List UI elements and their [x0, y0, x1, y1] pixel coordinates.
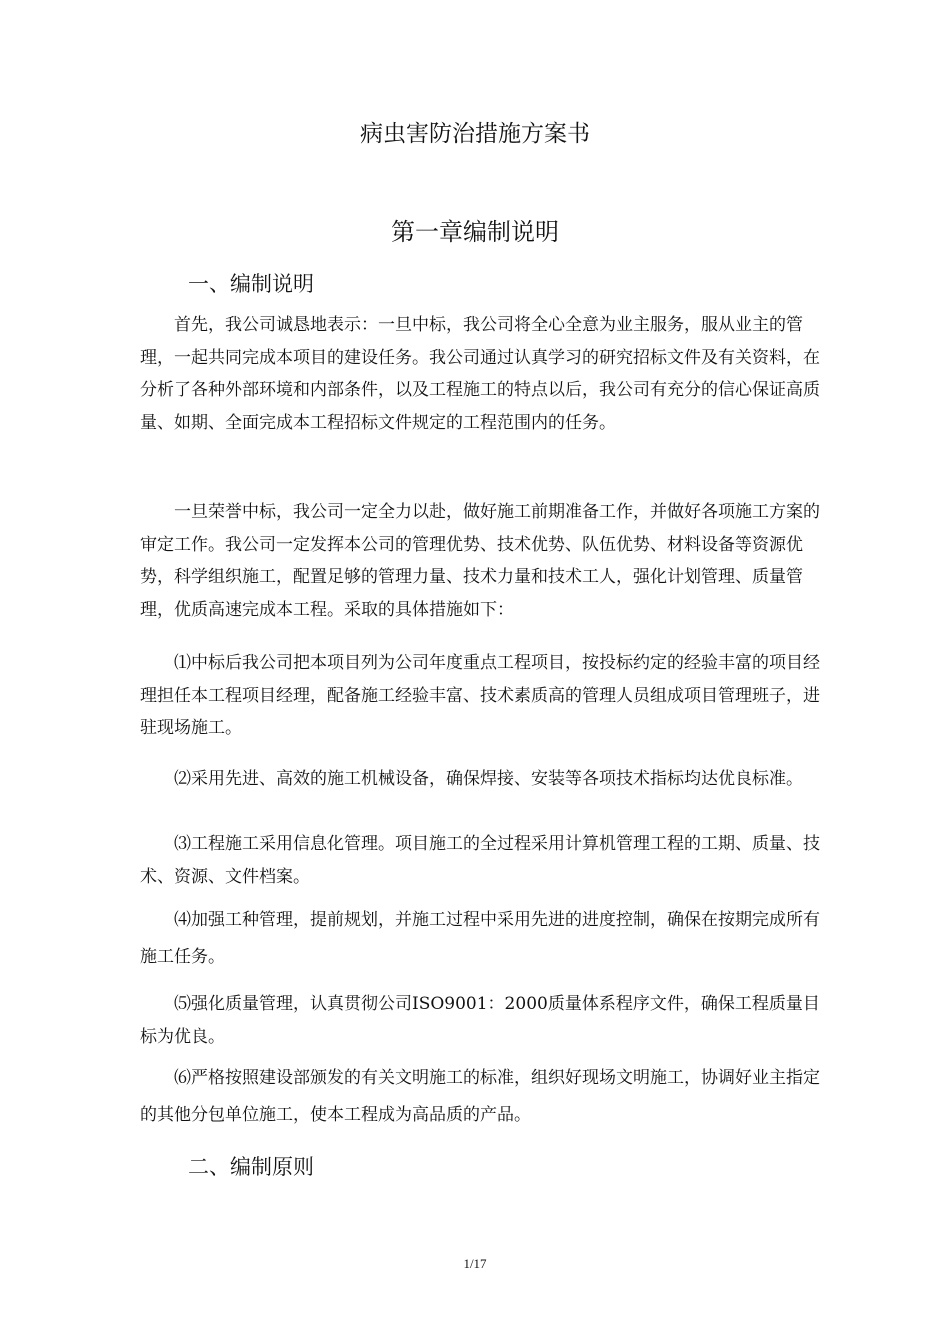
chapter-title: 第一章编制说明: [391, 218, 559, 246]
section-heading-compilation-notes: 一、编制说明: [188, 272, 314, 296]
list-item-4: ⑷加强工种管理，提前规划，并施工过程中采用先进的进度控制，确保在按期完成所有施工任务。: [140, 910, 820, 967]
list-item-2: ⑵采用先进、高效的施工机械设备，确保焊接、安装等各项技术指标均达优良标准。: [174, 769, 803, 789]
document-title: 病虫害防治措施方案书: [360, 121, 590, 147]
paragraph-preparation: 一旦荣誉中标，我公司一定全力以赴，做好施工前期准备工作，并做好各项施工方案的审定工作。我公司一定发挥本公司的管理优势、技术优势、队伍优势、材料设备等资源优势，科学组织施工，配置足够的管理力量、技术力量和技术工人，强化计划管理、质量管理，优质高速完成本工程。采取的具体措施如下：: [140, 502, 820, 620]
list-item-1: ⑴中标后我公司把本项目列为公司年度重点工程项目，按投标约定的经验丰富的项目经理担任本工程项目经理，配备施工经验丰富、技术素质高的管理人员组成项目管理班子，进驻现场施工。: [140, 653, 820, 738]
section-heading-compilation-principles: 二、编制原则: [188, 1155, 314, 1179]
list-item-6: ⑹严格按照建设部颁发的有关文明施工的标准，组织好现场文明施工，协调好业主指定的其他分包单位施工，使本工程成为高品质的产品。: [140, 1068, 820, 1125]
page-number: 1/17: [463, 1256, 487, 1271]
list-item-5: ⑸强化质量管理，认真贯彻公司ISO9001：2000质量体系程序文件，确保工程质量目标为优良。: [140, 994, 820, 1047]
paragraph-commitment: 首先，我公司诚恳地表示：一旦中标，我公司将全心全意为业主服务，服从业主的管理，一起共同完成本项目的建设任务。我公司通过认真学习的研究招标文件及有关资料，在分析了各种外部环境和内部条件，以及工程施工的特点以后，我公司有充分的信心保证高质量、如期、全面完成本工程招标文件规定的工程范围内的任务。: [140, 315, 820, 433]
list-item-3: ⑶工程施工采用信息化管理。项目施工的全过程采用计算机管理工程的工期、质量、技术、资源、文件档案。: [140, 834, 820, 887]
